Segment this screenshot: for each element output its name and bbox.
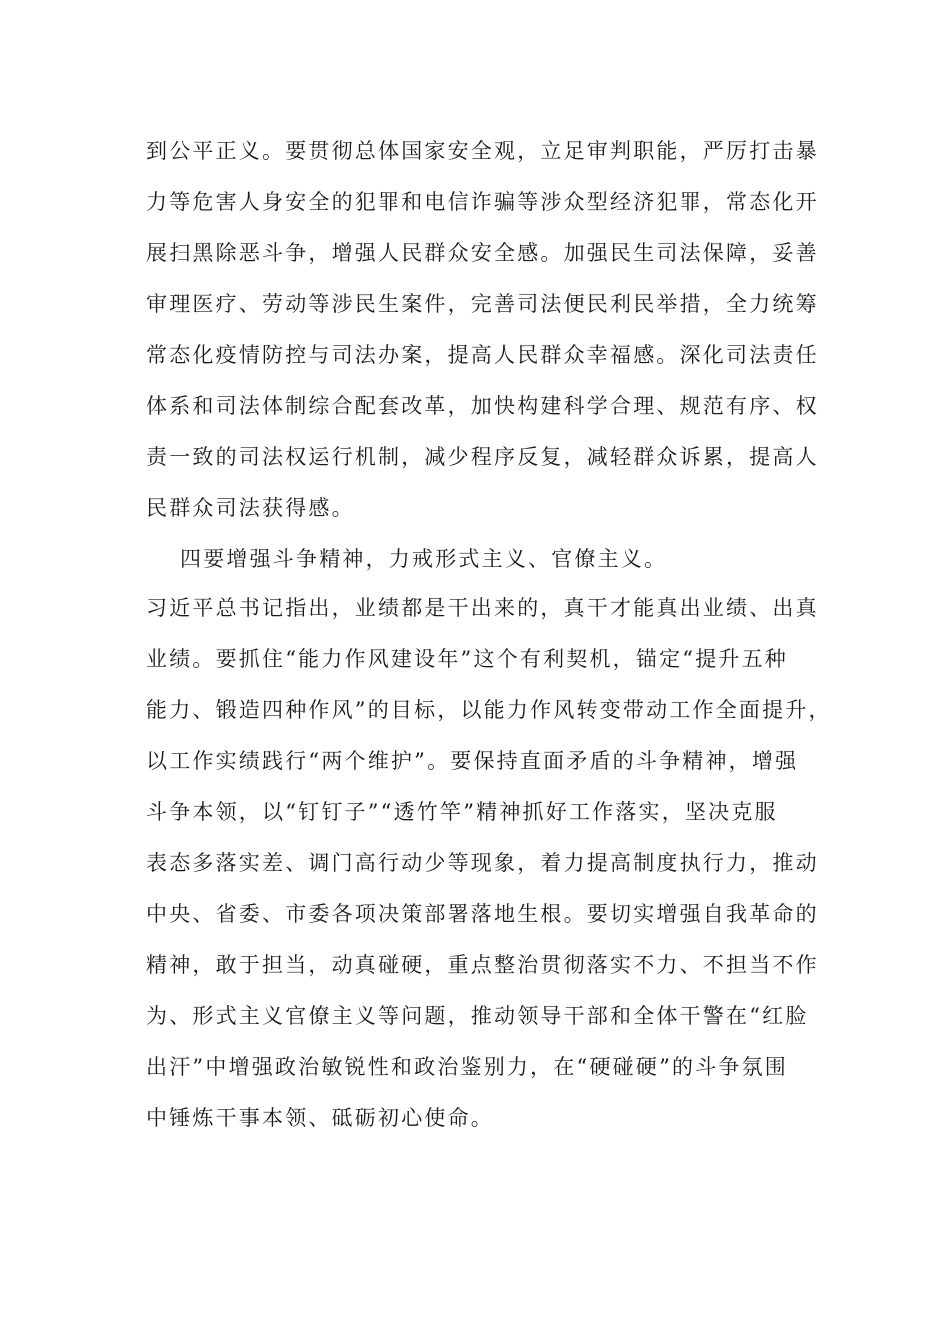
paragraph-line: 中锤炼干事本领、砥砺初心使命。	[146, 1106, 494, 1130]
paragraph-line: 民群众司法获得感。	[146, 496, 355, 520]
section-heading: 四要增强斗争精神，力戒形式主义、官僚主义。	[180, 547, 668, 571]
paragraph-line: 责一致的司法权运行机制，减少程序反复，减轻群众诉累，提高人	[146, 445, 819, 469]
paragraph-line: 习近平总书记指出，业绩都是干出来的，真干才能真出业绩、出真	[146, 596, 819, 620]
paragraph-line: 业绩。要抓住“能力作风建设年”这个有利契机，锚定“提升五种	[146, 647, 789, 671]
paragraph-line: 体系和司法体制综合配套改革，加快构建科学合理、规范有序、权	[146, 394, 819, 418]
paragraph-line: 出汗”中增强政治敏锐性和政治鉴别力，在“硬碰硬”的斗争氛围	[146, 1055, 789, 1079]
paragraph-line: 力等危害人身安全的犯罪和电信诈骗等涉众型经济犯罪，常态化开	[146, 190, 819, 214]
paragraph-line: 以工作实绩践行“两个维护”。要保持直面矛盾的斗争精神，增强	[146, 749, 799, 773]
paragraph-line: 精神，敢于担当，动真碰硬，重点整治贯彻落实不力、不担当不作	[146, 953, 819, 977]
paragraph-line: 审理医疗、劳动等涉民生案件，完善司法便民利民举措，全力统筹	[146, 292, 819, 316]
paragraph-line: 斗争本领，以“钉钉子”“透竹竿”精神抓好工作落实，坚决克服	[146, 800, 778, 824]
paragraph-line: 展扫黑除恶斗争，增强人民群众安全感。加强民生司法保障，妥善	[146, 241, 819, 265]
paragraph-line: 中央、省委、市委各项决策部署落地生根。要切实增强自我革命的	[146, 902, 819, 926]
paragraph-line: 表态多落实差、调门高行动少等现象，着力提高制度执行力，推动	[146, 851, 819, 875]
paragraph-line: 到公平正义。要贯彻总体国家安全观，立足审判职能，严厉打击暴	[146, 139, 819, 163]
paragraph-line: 能力、锻造四种作风”的目标，以能力作风转变带动工作全面提升，	[146, 698, 832, 722]
paragraph-line: 为、形式主义官僚主义等问题，推动领导干部和全体干警在“红脸	[146, 1004, 809, 1028]
paragraph-line: 常态化疫情防控与司法办案，提高人民群众幸福感。深化司法责任	[146, 343, 819, 367]
